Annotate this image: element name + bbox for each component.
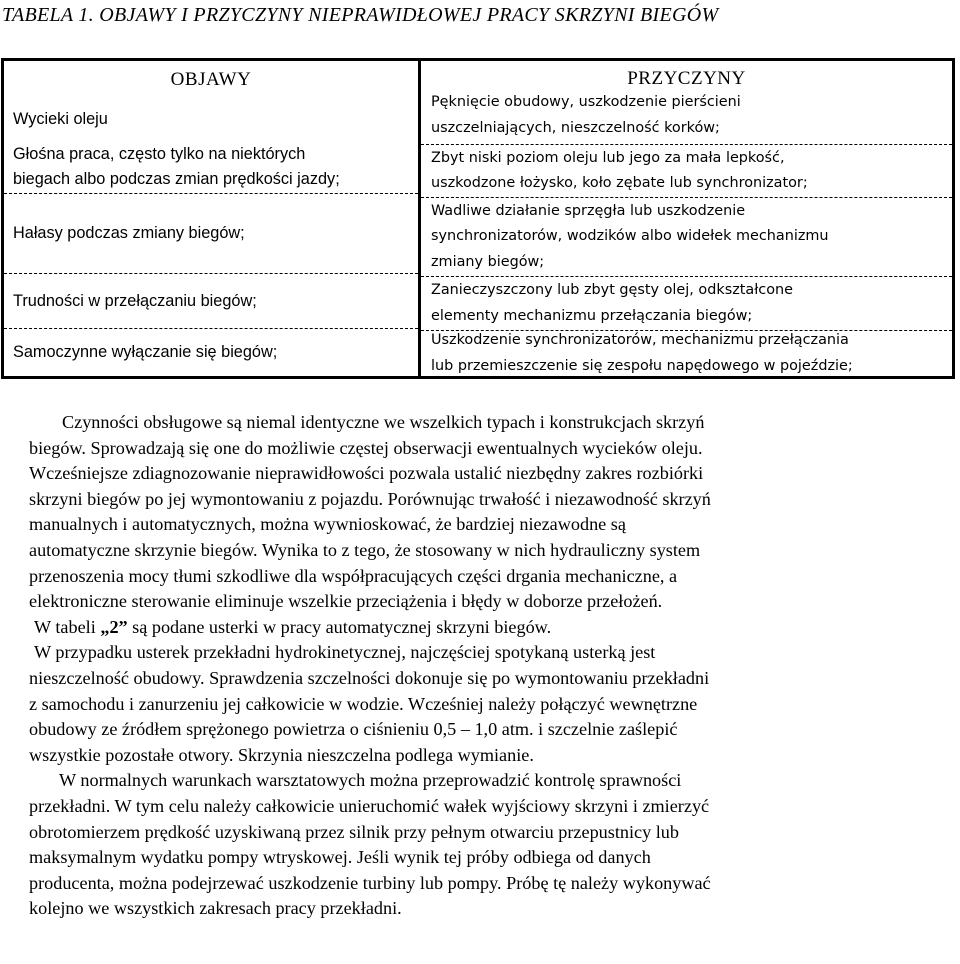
- cause-line: uszkodzone łożysko, koło zębate lub synchronizator;: [431, 175, 808, 191]
- text-run: są podane usterki w pracy automatycznej skrzyni biegów.: [127, 616, 552, 637]
- cause-cell: [421, 87, 952, 145]
- paragraph-line: biegów. Sprowadzają się one do możliwie częstej obserwacji ewentualnych wycieków oleju.: [29, 437, 703, 458]
- paragraph-line: automatyczne skrzynie biegów. Wynika to z tego, że stosowany w nich hydrauliczny system: [29, 539, 701, 560]
- paragraph-line: z samochodu i zanurzeniu jej całkowicie w wodzie. Wcześniej należy połączyć wewnętrzne: [29, 693, 698, 714]
- cause-line: Zbyt niski poziom oleju lub jego za mała lepkość,: [431, 149, 785, 166]
- cause-line: Zanieczyszczony lub zbyt gęsty olej, odkształcone: [431, 282, 794, 298]
- table-reference: „2”: [100, 616, 128, 637]
- symptom-cell: [4, 194, 418, 274]
- paragraph-line: przekładni. W tym celu należy całkowicie unieruchomić wałek wyjściowy skrzyni i zmierzyć: [29, 795, 710, 816]
- cause-line: lub przemieszczenie się zespołu napędowego w pojeździe;: [431, 357, 853, 374]
- paragraph-line: W przypadku usterek przekładni hydrokinetycznej, najczęściej spotykaną usterką jest: [34, 642, 656, 663]
- paragraph-line: maksymalnym wydatku pompy wtryskowej. Jeśli wynik tej próby odbiega od danych: [29, 847, 651, 868]
- cause-line: Wadliwe działanie sprzęgła lub uszkodzenie: [431, 202, 746, 219]
- paragraph-line: przenoszenia mocy tłumi szkodliwe dla współpracujących części drgania mechaniczne, a: [29, 565, 678, 586]
- body-text: [29, 410, 954, 922]
- cause-cell: [421, 331, 952, 376]
- symptom-line: Trudności w przełączaniu biegów;: [13, 291, 257, 310]
- cause-cell: [421, 145, 952, 198]
- page-title: TABELA 1. OBJAWY I PRZYCZYNY NIEPRAWIDŁOWEJ PRACY SKRZYNI BIEGÓW: [2, 4, 719, 26]
- paragraph-line: nieszczelność obudowy. Sprawdzenia szczelności dokonuje się po wymontowaniu przekładni: [29, 667, 710, 688]
- symptom-cell: [4, 141, 418, 194]
- cause-cell: [421, 198, 952, 277]
- symptom-cell: [4, 97, 418, 141]
- symptom-cell: [4, 274, 418, 329]
- symptom-line: Głośna praca, często tylko na niektórych: [13, 145, 306, 163]
- paragraph-line: wszystkie pozostałe otwory. Skrzynia nieszczelna podlega wymianie.: [29, 744, 534, 765]
- symptoms-causes-table: [1, 58, 955, 379]
- paragraph-line: Czynności obsługowe są niemal identyczne we wszelkich typach i konstrukcjach skrzyń: [62, 412, 705, 432]
- cause-line: uszczelniających, nieszczelność korków;: [431, 119, 720, 136]
- cause-line: elementy mechanizmu przełączania biegów;: [431, 307, 753, 324]
- symptom-line: Samoczynne wyłączanie się biegów;: [13, 343, 278, 361]
- cause-line: synchronizatorów, wodzików albo widełek mechanizmu: [431, 228, 829, 245]
- paragraph-line: obudowy ze źródłem sprężonego powietrza o ciśnieniu 0,5 – 1,0 atm. i szczelnie zaślepić: [29, 719, 678, 740]
- paragraph-line: skrzyni biegów po jej wymontowaniu z pojazdu. Porównując trwałość i niezawodność skrzyń: [29, 488, 711, 509]
- paragraph-line: producenta, można podejrzewać uszkodzenie turbiny lub pompy. Próbę tę należy wykonywać: [29, 872, 711, 893]
- cause-line: Uszkodzenie synchronizatorów, mechanizmu przełączania: [431, 332, 849, 348]
- paragraph-line: obrotomierzem prędkość uzyskiwaną przez silnik przy pełnym otwarciu przepustnicy lub: [29, 821, 679, 842]
- cause-line: zmiany biegów;: [431, 253, 545, 270]
- symptom-line: biegach albo podczas zmian prędkości jazdy;: [13, 170, 340, 188]
- column-header-causes: PRZYCZYNY: [627, 68, 746, 90]
- text-run: W tabeli: [34, 616, 101, 637]
- symptom-cell: [4, 329, 418, 376]
- paragraph-line: [29, 615, 954, 641]
- symptom-line: Hałasy podczas zmiany biegów;: [13, 224, 245, 242]
- paragraph-line: Wcześniejsze zdiagnozowanie nieprawidłowości pozwala ustalić niezbędny zakres rozbiórki: [29, 463, 704, 484]
- column-header-symptoms: OBJAWY: [170, 68, 252, 90]
- paragraph-line: W normalnych warunkach warsztatowych można przeprowadzić kontrolę sprawności: [59, 770, 682, 791]
- paragraph-line: kolejno we wszystkich zakresach pracy przekładni.: [29, 898, 402, 919]
- cause-line: Pęknięcie obudowy, uszkodzenie pierścieni: [431, 94, 741, 110]
- paragraph-line: manualnych i automatycznych, można wywnioskować, że bardziej niezawodne są: [29, 514, 626, 535]
- symptom-line: Wycieki oleju: [13, 109, 108, 128]
- paragraph-line: elektroniczne sterowanie eliminuje wszelkie przeciążenia i błędy w doborze przełożeń.: [29, 591, 663, 612]
- cause-cell: [421, 277, 952, 331]
